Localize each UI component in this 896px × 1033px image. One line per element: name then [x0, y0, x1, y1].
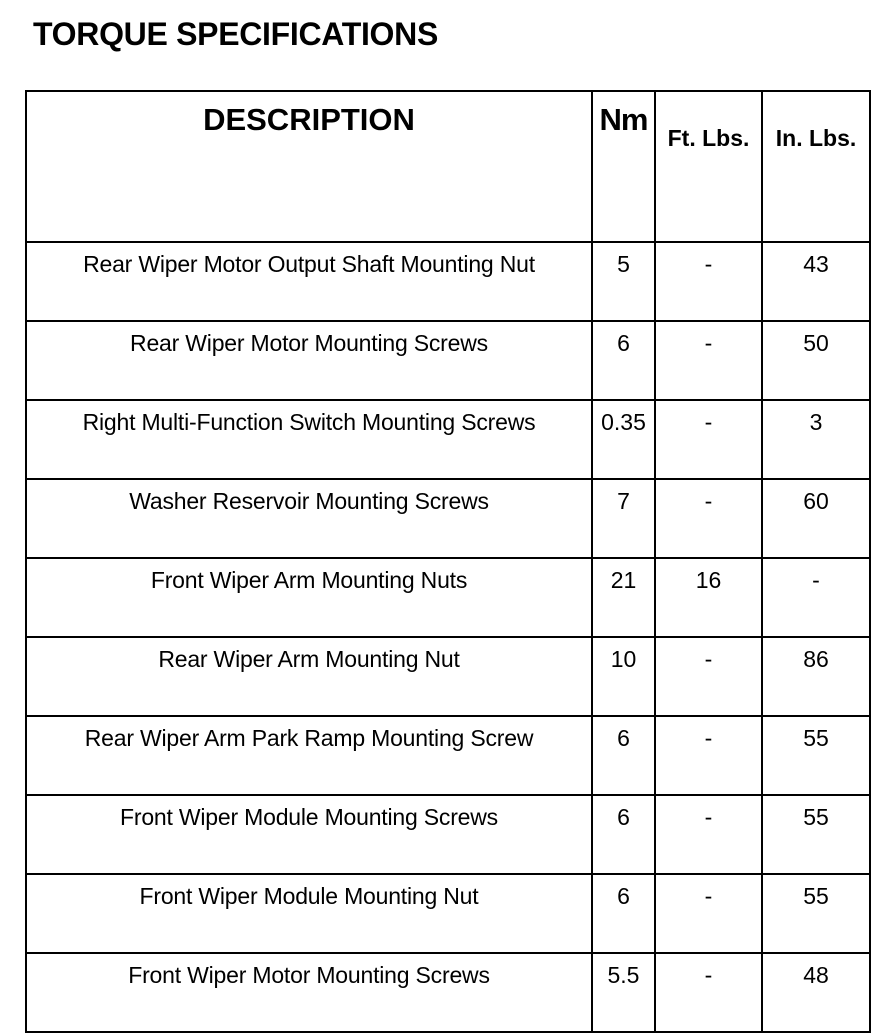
cell-nm: 0.35	[592, 400, 655, 479]
cell-description: Rear Wiper Motor Mounting Screws	[26, 321, 592, 400]
cell-in-lbs: 43	[762, 242, 870, 321]
cell-nm: 21	[592, 558, 655, 637]
cell-nm: 7	[592, 479, 655, 558]
cell-description: Front Wiper Module Mounting Screws	[26, 795, 592, 874]
table-row	[26, 953, 870, 1032]
cell-description: Rear Wiper Motor Output Shaft Mounting Nut	[26, 242, 592, 321]
cell-nm: 6	[592, 321, 655, 400]
header-nm: Nm	[592, 91, 655, 242]
table-header-row	[26, 91, 870, 242]
cell-in-lbs: 48	[762, 953, 870, 1032]
cell-ft-lbs: -	[655, 795, 762, 874]
cell-nm: 6	[592, 716, 655, 795]
cell-in-lbs: 50	[762, 321, 870, 400]
cell-description: Rear Wiper Arm Park Ramp Mounting Screw	[26, 716, 592, 795]
cell-in-lbs: 55	[762, 874, 870, 953]
cell-description: Washer Reservoir Mounting Screws	[26, 479, 592, 558]
cell-description: Front Wiper Arm Mounting Nuts	[26, 558, 592, 637]
cell-nm: 5	[592, 242, 655, 321]
cell-in-lbs: 60	[762, 479, 870, 558]
torque-spec-table	[25, 90, 871, 1033]
cell-ft-lbs: -	[655, 479, 762, 558]
table-row	[26, 716, 870, 795]
header-in-lbs: In. Lbs.	[762, 91, 870, 242]
cell-nm: 5.5	[592, 953, 655, 1032]
cell-nm: 6	[592, 795, 655, 874]
cell-ft-lbs: 16	[655, 558, 762, 637]
cell-in-lbs: 3	[762, 400, 870, 479]
cell-description: Rear Wiper Arm Mounting Nut	[26, 637, 592, 716]
cell-nm: 6	[592, 874, 655, 953]
cell-ft-lbs: -	[655, 953, 762, 1032]
table-row	[26, 874, 870, 953]
cell-in-lbs: 55	[762, 795, 870, 874]
table-row	[26, 400, 870, 479]
cell-description: Right Multi-Function Switch Mounting Screws	[26, 400, 592, 479]
cell-ft-lbs: -	[655, 400, 762, 479]
table-row	[26, 242, 870, 321]
cell-ft-lbs: -	[655, 874, 762, 953]
cell-nm: 10	[592, 637, 655, 716]
header-description: DESCRIPTION	[26, 91, 592, 242]
cell-description: Front Wiper Motor Mounting Screws	[26, 953, 592, 1032]
table-row	[26, 321, 870, 400]
cell-in-lbs: -	[762, 558, 870, 637]
table-row	[26, 637, 870, 716]
cell-description: Front Wiper Module Mounting Nut	[26, 874, 592, 953]
header-ft-lbs: Ft. Lbs.	[655, 91, 762, 242]
table-row	[26, 558, 870, 637]
cell-in-lbs: 86	[762, 637, 870, 716]
cell-ft-lbs: -	[655, 637, 762, 716]
cell-in-lbs: 55	[762, 716, 870, 795]
cell-ft-lbs: -	[655, 716, 762, 795]
page-title: TORQUE SPECIFICATIONS	[33, 16, 438, 52]
table-row	[26, 795, 870, 874]
cell-ft-lbs: -	[655, 242, 762, 321]
table-row	[26, 479, 870, 558]
cell-ft-lbs: -	[655, 321, 762, 400]
